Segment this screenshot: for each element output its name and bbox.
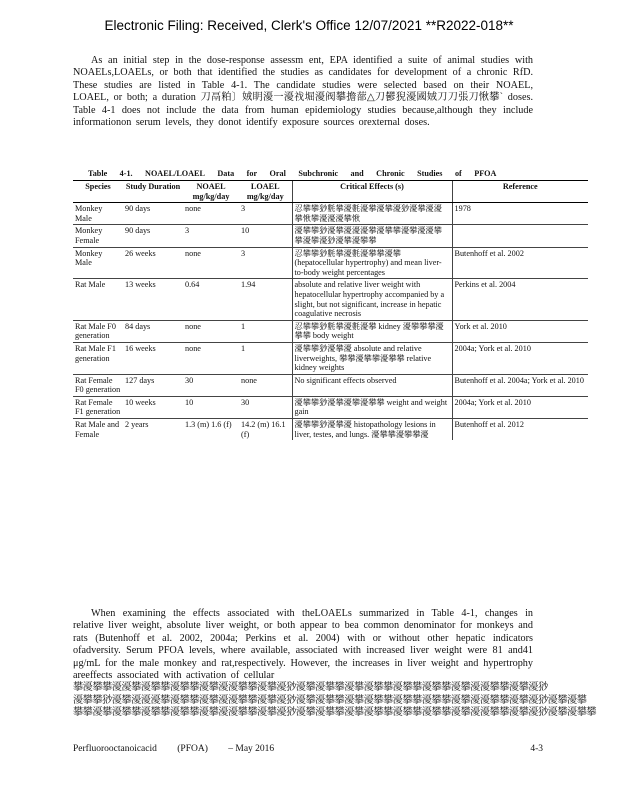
page-footer	[73, 744, 543, 754]
cell-species: Rat Male	[73, 279, 123, 320]
closing-paragraph-text: When examining the effects associated with theLOAELs summarized in Table 4-1, changes in relative liver weight, absolute liver weight, or both appear to bea common denominator for monkeys and rats (Butenhoff et al. 2002, 2004a; Perkins et al. 2004) with or without other hepatic indicators ofadversity. Serum PFOA levels, where available, associated with increased liver weight were 81 and41 μg/mL for the male monkey and rat,respectively. However, the increases in liver weight and hypertrophy areeffects associated with activation of cellular	[73, 608, 533, 682]
header-species: Species	[73, 181, 123, 203]
cell-loael: 1.94	[239, 279, 292, 320]
cell-effects: 忍攀攀猀氀攀瀀氀瀀攀瀀攀瀀猀瀀攀瀀瀀攀愀攀瀀瀀瀀攀愀	[292, 203, 452, 225]
cell-duration: 10 weeks	[123, 396, 183, 418]
cell-species: Rat Male F0 generation	[73, 320, 123, 342]
caption-part: of	[454, 168, 462, 178]
footer-doc-name: Perfluorooctanoicacid	[73, 744, 157, 754]
cell-noael: none	[185, 204, 201, 214]
cell-effects: absolute and relative liver weight with hepatocellular hypertrophy accompanied by a slight, but not significant, increase in hepatic coagulative necrosis	[292, 279, 452, 320]
cell-reference: Butenhoff et al. 2004a; York et al. 2010	[452, 374, 588, 396]
cell-species: Rat Female F0 generation	[73, 374, 123, 396]
cell-duration: 84 days	[123, 320, 183, 342]
table-row	[73, 419, 588, 441]
caption-part: Oral	[269, 168, 286, 178]
cell-loael: 1	[239, 320, 292, 342]
cell-species: Rat Male and Female	[73, 419, 123, 441]
cell-reference: 2004a; York et al. 2010	[452, 396, 588, 418]
cell-noael: 30	[183, 374, 239, 396]
cell-effects: 瀀攀攀猀瀀攀瀀 absolute and relative liverweights, 攀攀瀀攀攀瀀攀攀 relative kidney weights	[292, 342, 452, 374]
table-row	[73, 247, 588, 279]
header-noael: NOAEL mg/kg/day	[183, 181, 239, 203]
footer-abbrev: (PFOA)	[177, 744, 208, 754]
cell-reference: 1978	[452, 203, 588, 225]
cell-species: Monkey Male	[73, 247, 123, 279]
table-caption	[88, 168, 497, 178]
header-duration: Study Duration	[123, 181, 183, 203]
cell-duration: 26 weeks	[123, 247, 183, 279]
cell-duration: 13 weeks	[123, 279, 183, 320]
garbled-text-line: 攀瀀攀攀瀀瀀攀瀀攀攀瀀攀攀瀀攀瀀瀀攀攀瀀攀瀀猀瀀攀瀀攀攀瀀攀瀀攀攀瀀攀攀瀀攀攀瀀攀瀀瀀攀攀瀀攀瀀猀	[73, 682, 548, 694]
cell-effects: 忍攀攀猀氀攀瀀氀瀀攀 kidney 瀀攀攀攀瀀攀攀 body weight	[292, 320, 452, 342]
cell-loael: 14.2 (m) 16.1 (f)	[239, 419, 292, 441]
header-reference: Reference	[452, 181, 588, 203]
header-effects: Critical Effects (s)	[292, 181, 452, 203]
cell-species: Rat Male F1 generation	[73, 342, 123, 374]
page-number: 4-3	[530, 744, 543, 754]
cell-noael: none	[183, 247, 239, 279]
caption-part: Subchronic	[298, 168, 339, 178]
cell-loael: 10	[239, 225, 292, 247]
closing-paragraph	[73, 608, 597, 720]
table-row	[73, 320, 588, 342]
cell-effects: 瀀攀攀猀瀀攀瀀 histopathology lesions in liver, testes, and lungs. 瀀攀攀瀀攀攀瀀	[292, 419, 452, 441]
intro-paragraph-text: As an initial step in the dose-response assessm ent, EPA identified a suite of animal studies with NOAELs,LOAELs, or both that identified the studies as candidates for development of a chronic RfD. These studies are listed in Table 4-1. The candidate studies were selected based on their NOAEL, LOAEL, or both; a duration 刀鬲粕〕娀眀瀀一瀀䄀堀瀀阀攀擔蔀△刀鬰猊瀀國娀刀刀張刀愀攀` doses. Table 4-1 does not include the data from human epidemiology studies because,although they include informationon serum levels, they donot identify exposure sources orexternal doses.	[73, 55, 533, 129]
caption-part: Chronic	[376, 168, 405, 178]
table-header-row	[73, 181, 588, 203]
cell-noael: 3	[183, 225, 239, 247]
filing-stamp-header: Electronic Filing: Received, Clerk's Office 12/07/2021 **R2022-018**	[104, 18, 514, 33]
table-row	[73, 396, 588, 418]
table-row	[73, 225, 588, 247]
cell-noael: 0.64	[183, 279, 239, 320]
header-loael: LOAEL mg/kg/day	[239, 181, 292, 203]
cell-reference: Perkins et al. 2004	[452, 279, 588, 320]
caption-part: and	[350, 168, 364, 178]
cell-reference: York et al. 2010	[452, 320, 588, 342]
cell-duration: 16 weeks	[123, 342, 183, 374]
cell-reference: Butenhoff et al. 2012	[452, 419, 588, 441]
footer-doc-info	[73, 744, 292, 754]
table-row	[73, 279, 588, 320]
cell-noael: 1.3 (m) 1.6 (f)	[183, 419, 239, 441]
caption-part: Data	[217, 168, 235, 178]
cell-duration: 90 days	[123, 225, 183, 247]
intro-paragraph	[73, 55, 533, 129]
caption-part: Studies	[417, 168, 443, 178]
cell-reference: 2004a; York et al. 2010	[452, 342, 588, 374]
cell-loael: 3	[239, 247, 292, 279]
cell-effects: 忍攀攀猀氀攀瀀氀瀀攀攀瀀攀 (hepatocellular hypertrophy) and mean liver-to-body weight percentages	[292, 247, 452, 279]
cell-noael: 10	[183, 396, 239, 418]
cell-duration: 90 days	[125, 204, 151, 214]
caption-part: for	[246, 168, 258, 178]
cell-loael: 1	[239, 342, 292, 374]
table-row	[73, 374, 588, 396]
caption-part: PFOA	[474, 168, 497, 178]
cell-noael: none	[183, 342, 239, 374]
cell-reference	[452, 225, 588, 247]
garbled-text-line: 攀攀瀀攀瀀攀攀瀀攀攀瀀攀攀瀀攀瀀瀀攀攀瀀攀瀀猀瀀攀瀀攀攀瀀攀瀀攀攀瀀攀攀瀀攀攀瀀攀瀀瀀攀攀瀀攀瀀猀瀀攀瀀攀攀	[73, 707, 597, 719]
garbled-text-line: 瀀攀攀猀瀀攀瀀瀀瀀攀瀀攀攀瀀攀瀀瀀攀攀瀀攀瀀猀瀀攀瀀攀攀瀀攀瀀攀攀瀀攀攀瀀攀攀瀀攀瀀瀀攀攀瀀攀瀀猀瀀攀瀀攀	[73, 694, 587, 706]
table-row	[73, 203, 588, 225]
cell-loael: none	[239, 374, 292, 396]
cell-duration: 2 years	[123, 419, 183, 441]
caption-number: 4-1.	[119, 168, 133, 178]
caption-part: NOAEL/LOAEL	[145, 168, 205, 178]
cell-effects: 瀀攀攀猀瀀攀瀀瀀瀀攀瀀攀攀瀀攀瀀瀀攀攀瀀攀瀀猀瀀攀瀀攀攀	[292, 225, 452, 247]
cell-species: Monkey Female	[73, 225, 123, 247]
noael-loael-table	[73, 180, 588, 440]
cell-duration: 127 days	[123, 374, 183, 396]
cell-effects: No significant effects observed	[292, 374, 452, 396]
cell-effects: 瀀攀攀猀瀀攀瀀攀瀀攀攀 weight and weight gain	[292, 396, 452, 418]
cell-species: Rat Female F1 generation	[73, 396, 123, 418]
cell-noael: none	[183, 320, 239, 342]
cell-species: Monkey Male	[75, 204, 103, 223]
cell-loael: 3	[241, 204, 246, 214]
caption-label: Table	[88, 168, 108, 178]
table-row	[73, 342, 588, 374]
cell-reference: Butenhoff et al. 2002	[452, 247, 588, 279]
cell-loael: 30	[239, 396, 292, 418]
footer-date: – May 2016	[228, 744, 275, 754]
